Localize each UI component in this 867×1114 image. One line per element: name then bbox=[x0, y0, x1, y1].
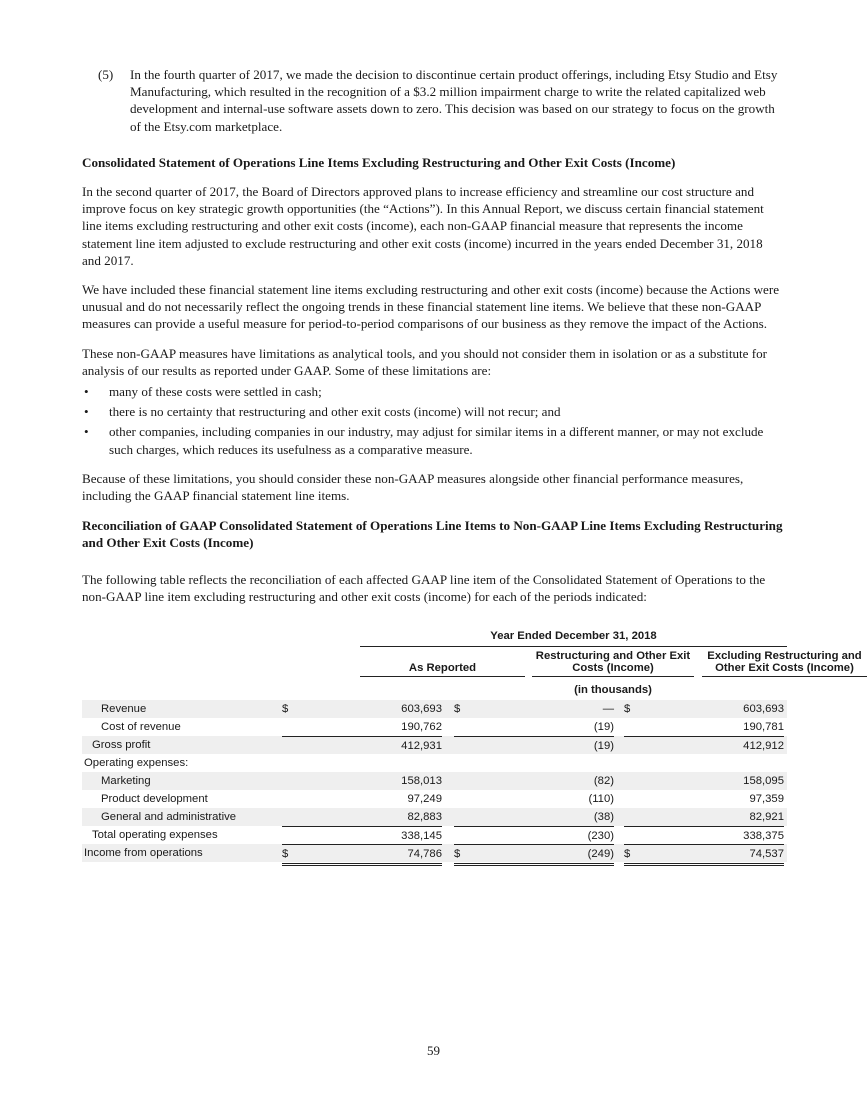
column-header-restructuring bbox=[532, 650, 694, 677]
row-label: Gross profit bbox=[92, 739, 151, 751]
limitations-list bbox=[82, 383, 784, 458]
bullet-icon: • bbox=[84, 404, 89, 420]
cell-excluding bbox=[624, 772, 784, 790]
cell-as-reported bbox=[282, 826, 442, 845]
cell-value: 74,786 bbox=[407, 848, 442, 860]
units-label: (in thousands) bbox=[574, 684, 652, 696]
cell-restructuring bbox=[454, 826, 614, 845]
cell-excluding bbox=[624, 736, 784, 755]
list-item bbox=[82, 383, 784, 400]
cell-value: 412,912 bbox=[743, 740, 784, 752]
cell-restructuring bbox=[454, 718, 614, 736]
row-label: Marketing bbox=[101, 775, 151, 787]
cell-as-reported bbox=[282, 790, 442, 808]
currency-symbol: $ bbox=[454, 703, 461, 715]
column-header-text: As Reported bbox=[408, 662, 477, 674]
row-label: Revenue bbox=[101, 703, 147, 715]
cell-restructuring bbox=[454, 772, 614, 790]
cell-restructuring bbox=[454, 844, 614, 866]
table-row bbox=[82, 808, 787, 826]
bullet-icon: • bbox=[84, 424, 89, 440]
table-period-header: Year Ended December 31, 2018 bbox=[360, 630, 787, 647]
list-item-text: there is no certainty that restructuring and other exit costs (income) will not recur; and bbox=[109, 404, 561, 420]
column-header-text: Restructuring and Other Exit Costs (Income) bbox=[535, 650, 691, 674]
cell-as-reported bbox=[282, 736, 442, 755]
cell-excluding bbox=[624, 700, 784, 718]
cell-value: 158,013 bbox=[401, 775, 442, 787]
cell-value: (82) bbox=[593, 775, 614, 787]
paragraph-table-intro: The following table reflects the reconciliation of each affected GAAP line item of the Consolidated Statement of Operations to the non-GAAP line item excluding restructuring and other exit costs (income) for each of the periods indicated: bbox=[82, 571, 766, 604]
currency-symbol: $ bbox=[282, 703, 289, 715]
cell-value: 82,883 bbox=[407, 811, 442, 823]
table-row bbox=[82, 718, 787, 736]
table-row bbox=[82, 844, 787, 862]
list-item bbox=[82, 403, 784, 420]
cell-value: 338,375 bbox=[743, 830, 784, 842]
cell-value: 603,693 bbox=[401, 703, 442, 715]
cell-value: 82,921 bbox=[749, 811, 784, 823]
column-header-as-reported bbox=[360, 650, 525, 677]
cell-value: (110) bbox=[588, 793, 614, 805]
table-row bbox=[82, 790, 787, 808]
currency-symbol: $ bbox=[624, 703, 631, 715]
table-row bbox=[82, 736, 787, 754]
cell-value: (230) bbox=[587, 830, 614, 842]
row-label: Operating expenses: bbox=[84, 757, 189, 769]
cell-value: 158,095 bbox=[743, 775, 784, 787]
list-item bbox=[82, 423, 784, 457]
column-header-text: Excluding Restructuring and Other Exit Costs (Income) bbox=[707, 650, 862, 674]
row-label: General and administrative bbox=[101, 811, 237, 823]
row-label: Total operating expenses bbox=[92, 829, 218, 841]
cell-value: 190,762 bbox=[401, 721, 442, 733]
cell-value: (19) bbox=[593, 721, 614, 733]
table-row bbox=[82, 700, 787, 718]
section-heading-reconciliation: Reconciliation of GAAP Consolidated Statement of Operations Line Items to Non-GAAP Line Items Excluding Restructuring and Other Exit Costs (Income) bbox=[82, 518, 783, 551]
cell-value: 74,537 bbox=[749, 848, 784, 860]
currency-symbol: $ bbox=[282, 848, 289, 860]
bullet-icon: • bbox=[84, 384, 89, 400]
page-number: 59 bbox=[427, 1043, 440, 1058]
cell-value: 412,931 bbox=[401, 740, 442, 752]
cell-excluding bbox=[624, 808, 784, 826]
cell-excluding bbox=[624, 718, 784, 736]
document-page bbox=[82, 66, 784, 605]
section-heading-line-items: Consolidated Statement of Operations Line Items Excluding Restructuring and Other Exit Costs (Income) bbox=[82, 154, 676, 170]
currency-symbol: $ bbox=[454, 848, 461, 860]
cell-value: 603,693 bbox=[743, 703, 784, 715]
cell-value: 338,145 bbox=[401, 830, 442, 842]
cell-as-reported bbox=[282, 718, 442, 736]
cell-as-reported bbox=[282, 844, 442, 866]
table-row bbox=[82, 754, 787, 772]
paragraph-rationale: We have included these financial statement line items excluding restructuring and other exit costs (income) because the Actions were unusual and do not necessarily reflect the ongoing trends in these financial statement line items. We believe that these non-GAAP measures can provide a useful measure for period-to-period comparisons of our business as they remove the impact of the Actions. bbox=[82, 282, 780, 332]
table-row bbox=[82, 772, 787, 790]
footnote-5 bbox=[82, 66, 784, 135]
list-item-text: other companies, including companies in our industry, may adjust for similar items in a different manner, or may not exclude such charges, which reduces its usefulness as a comparative measure. bbox=[109, 424, 764, 457]
footnote-text: In the fourth quarter of 2017, we made the decision to discontinue certain product offerings, including Etsy Studio and Etsy Manufacturing, which resulted in the recognition of a $3.2 million impairment charge to write the related capitalized web development and internal-use software assets down to zero. This decision was based on our strategy to focus on the growth of the Etsy.com marketplace. bbox=[130, 67, 778, 134]
cell-excluding bbox=[624, 844, 784, 866]
table-row bbox=[82, 826, 787, 844]
cell-restructuring bbox=[454, 790, 614, 808]
row-label: Cost of revenue bbox=[101, 721, 181, 733]
row-label: Income from operations bbox=[84, 847, 203, 859]
cell-value: — bbox=[602, 703, 614, 715]
cell-value: (19) bbox=[593, 740, 614, 752]
row-label: Product development bbox=[101, 793, 208, 805]
cell-as-reported bbox=[282, 772, 442, 790]
paragraph-because: Because of these limitations, you should consider these non-GAAP measures alongside other financial performance measures, including the GAAP financial statement line items. bbox=[82, 470, 744, 504]
cell-value: (249) bbox=[587, 848, 614, 860]
paragraph-limitations: These non-GAAP measures have limitations as analytical tools, and you should not consider them in isolation or as a substitute for analysis of our results as reported under GAAP. Some of these limitations are: bbox=[82, 345, 767, 378]
cell-restructuring bbox=[454, 808, 614, 826]
footnote-number: (5) bbox=[98, 67, 114, 82]
cell-restructuring bbox=[454, 736, 614, 755]
currency-symbol: $ bbox=[624, 848, 631, 860]
column-header-excluding bbox=[702, 650, 867, 677]
cell-value: 97,249 bbox=[407, 793, 442, 805]
cell-excluding bbox=[624, 790, 784, 808]
paragraph-actions: In the second quarter of 2017, the Board of Directors approved plans to increase efficiency and streamline our cost structure and improve focus on key strategic growth opportunities (the “Actions”). In this Annual Report, we discuss certain financial statement line items excluding restructuring and other exit costs (income), each non-GAAP financial measure that represents the income statement line item adjusted to exclude restructuring and other exit costs (income) incurred in the years ended December 31, 2018 and 2017. bbox=[82, 184, 764, 268]
cell-as-reported bbox=[282, 808, 442, 826]
cell-value: (38) bbox=[593, 811, 614, 823]
cell-excluding bbox=[624, 826, 784, 845]
cell-as-reported bbox=[282, 700, 442, 718]
cell-value: 190,781 bbox=[743, 721, 784, 733]
cell-restructuring bbox=[454, 700, 614, 718]
list-item-text: many of these costs were settled in cash; bbox=[109, 384, 322, 400]
cell-value: 97,359 bbox=[749, 793, 784, 805]
